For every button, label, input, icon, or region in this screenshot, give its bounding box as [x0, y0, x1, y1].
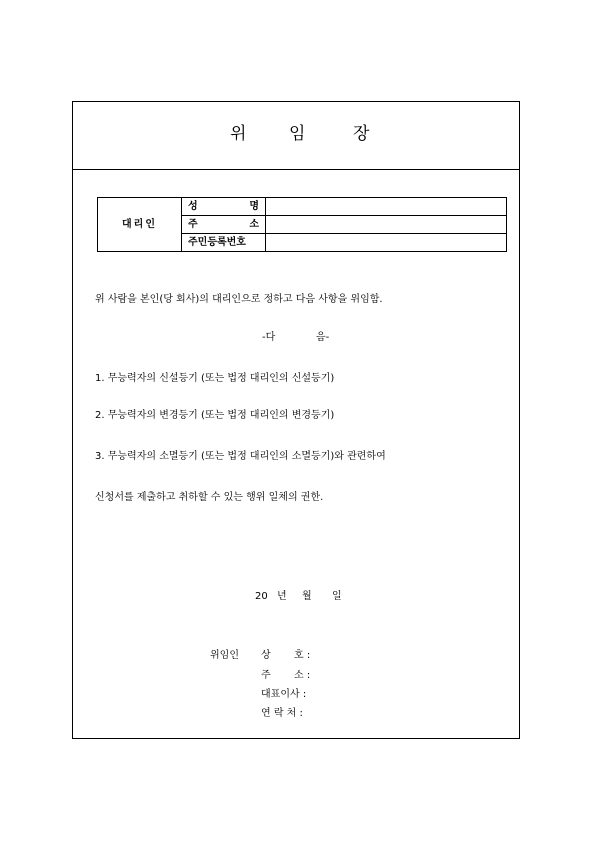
name-label-first: 성: [188, 200, 198, 212]
resident-number-label-cell: 주민등록번호: [182, 234, 266, 252]
delegated-item-3: 3. 무능력자의 소멸등기 (또는 법정 대리인의 소멸등기)와 관련하여: [95, 451, 386, 462]
date-day-label: 일: [332, 591, 342, 602]
delegated-item-1: 1. 무능력자의 신설등기 (또는 법정 대리인의 신설등기): [95, 373, 335, 384]
name-value-cell[interactable]: [266, 198, 507, 216]
signer-address-label-first: 주: [261, 670, 271, 681]
document-frame: [72, 101, 520, 739]
company-name-label-second: 호 :: [294, 650, 311, 661]
company-name-label-first: 상: [261, 650, 271, 661]
section-heading-open: -다: [262, 332, 276, 343]
ceo-label: 대표이사 :: [261, 689, 307, 700]
authority-closing-text: 신청서를 제출하고 취하할 수 있는 행위 일체의 권한.: [95, 492, 324, 503]
signer-address-label-second: 소 :: [294, 670, 311, 681]
document-title-char-1: 위: [230, 124, 247, 144]
section-heading-close: 음-: [316, 332, 330, 343]
name-label-cell: [182, 198, 266, 216]
delegator-label: 위임인: [210, 650, 239, 661]
address-value-cell[interactable]: [266, 216, 507, 234]
date-year-label: 년: [277, 591, 287, 602]
address-label-cell: [182, 216, 266, 234]
contact-label: 연 락 처 :: [261, 708, 303, 719]
name-label-second: 명: [249, 200, 259, 212]
document-title-char-3: 장: [353, 124, 370, 144]
document-title-char-2: 임: [289, 124, 306, 144]
delegation-statement: 위 사람을 본인(당 회사)의 대리인으로 정하고 다음 사항을 위임함.: [95, 294, 383, 305]
delegated-item-2: 2. 무능력자의 변경등기 (또는 법정 대리인의 변경등기): [95, 410, 335, 421]
resident-number-value-cell[interactable]: [266, 234, 507, 252]
agent-info-table: [97, 197, 507, 252]
address-label-first: 주: [188, 218, 198, 230]
title-row: [73, 102, 519, 170]
date-year-prefix: 20: [255, 591, 268, 602]
address-label-second: 소: [249, 218, 259, 230]
agent-header-cell: 대리인: [98, 198, 182, 252]
date-month-label: 월: [302, 591, 312, 602]
